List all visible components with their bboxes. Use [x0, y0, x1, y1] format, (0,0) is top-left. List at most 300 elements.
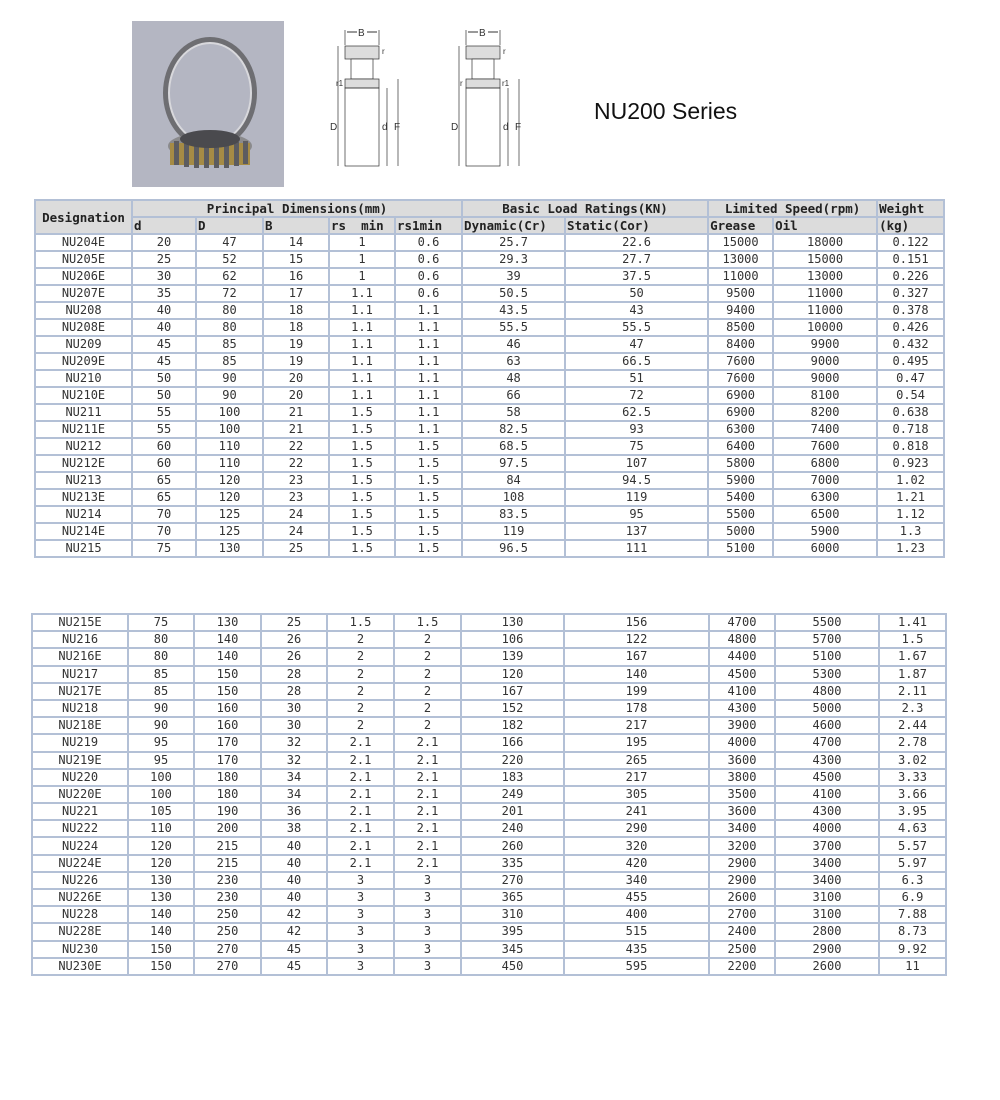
cell-grease: 3600: [709, 803, 775, 820]
col-d-header: d: [132, 217, 196, 234]
cell-dynamic: 58: [462, 404, 565, 421]
cell-rs1-min: 1.1: [395, 387, 462, 404]
cell-rs1-min: 1.5: [395, 472, 462, 489]
cell-B: 26: [261, 648, 327, 665]
cell-B: 25: [263, 540, 329, 557]
cell-D: 80: [196, 319, 263, 336]
svg-text:r1: r1: [336, 79, 344, 88]
table-row: [32, 734, 946, 751]
cell-rs1-min: 1.1: [395, 421, 462, 438]
table-row: [35, 438, 944, 455]
cell-designation: NU214: [35, 506, 132, 523]
cell-dynamic: 345: [461, 941, 564, 958]
cell-grease: 11000: [708, 268, 773, 285]
cell-static: 27.7: [565, 251, 708, 268]
cell-d: 70: [132, 523, 196, 540]
cell-grease: 2900: [709, 872, 775, 889]
cell-rs1-min: 2.1: [394, 734, 461, 751]
svg-text:r: r: [503, 47, 506, 56]
cell-D: 180: [194, 769, 261, 786]
bearing-photo: [132, 21, 284, 187]
cell-dynamic: 106: [461, 631, 564, 648]
table-row: [35, 268, 944, 285]
cell-grease: 5800: [708, 455, 773, 472]
cell-d: 150: [128, 941, 194, 958]
table-row: [35, 302, 944, 319]
cell-rs1-min: 0.6: [395, 234, 462, 251]
cell-static: 320: [564, 837, 709, 854]
cell-weight: 2.11: [879, 683, 946, 700]
cell-B: 32: [261, 734, 327, 751]
cell-designation: NU215E: [32, 614, 128, 631]
cell-rs1-min: 1.5: [395, 523, 462, 540]
cell-rs1-min: 1.5: [395, 489, 462, 506]
group-header-row: [35, 200, 944, 217]
cell-dynamic: 240: [461, 820, 564, 837]
cell-dynamic: 139: [461, 648, 564, 665]
cell-D: 125: [196, 506, 263, 523]
cell-designation: NU213E: [35, 489, 132, 506]
cell-grease: 5100: [708, 540, 773, 557]
cell-designation: NU208E: [35, 319, 132, 336]
cell-dynamic: 120: [461, 666, 564, 683]
table-row: [35, 489, 944, 506]
cell-B: 22: [263, 455, 329, 472]
cell-D: 120: [196, 489, 263, 506]
table-row: [35, 234, 944, 251]
table-row: [35, 455, 944, 472]
cell-rs1-min: 1.5: [394, 614, 461, 631]
cell-D: 140: [194, 631, 261, 648]
cell-designation: NU218E: [32, 717, 128, 734]
cell-weight: 0.426: [877, 319, 944, 336]
cell-designation: NU208: [35, 302, 132, 319]
cell-oil: 5500: [775, 614, 879, 631]
cell-dynamic: 249: [461, 786, 564, 803]
cell-rs1-min: 1.1: [395, 336, 462, 353]
cell-oil: 6000: [773, 540, 877, 557]
col-static-header: Static(Cor): [565, 217, 708, 234]
cell-dynamic: 63: [462, 353, 565, 370]
dim-D-label: D: [330, 122, 338, 133]
cell-dynamic: 119: [462, 523, 565, 540]
cell-D: 110: [196, 455, 263, 472]
cell-grease: 4300: [709, 700, 775, 717]
cell-rs-min: 2: [327, 683, 394, 700]
cell-weight: 6.3: [879, 872, 946, 889]
cell-designation: NU209: [35, 336, 132, 353]
cell-grease: 2900: [709, 855, 775, 872]
cell-rs-min: 1.1: [329, 387, 395, 404]
cell-rs1-min: 0.6: [395, 268, 462, 285]
cell-grease: 7600: [708, 353, 773, 370]
svg-text:B: B: [479, 28, 486, 39]
table-body-part1: [35, 234, 944, 557]
cell-weight: 0.327: [877, 285, 944, 302]
cell-rs1-min: 2: [394, 648, 461, 665]
cell-d: 80: [128, 648, 194, 665]
cell-grease: 5400: [708, 489, 773, 506]
cell-B: 34: [261, 769, 327, 786]
cell-dynamic: 260: [461, 837, 564, 854]
cell-oil: 11000: [773, 302, 877, 319]
cell-designation: NU224: [32, 837, 128, 854]
cell-B: 14: [263, 234, 329, 251]
cell-D: 170: [194, 752, 261, 769]
cell-rs-min: 1.1: [329, 370, 395, 387]
cell-weight: 0.122: [877, 234, 944, 251]
cell-weight: 3.02: [879, 752, 946, 769]
cell-designation: NU230E: [32, 958, 128, 975]
cell-rs1-min: 3: [394, 958, 461, 975]
cell-D: 47: [196, 234, 263, 251]
cell-grease: 3900: [709, 717, 775, 734]
cell-d: 120: [128, 855, 194, 872]
cell-rs1-min: 1.5: [395, 455, 462, 472]
cell-weight: 0.226: [877, 268, 944, 285]
cell-oil: 3400: [775, 872, 879, 889]
cell-d: 85: [128, 683, 194, 700]
cell-D: 190: [194, 803, 261, 820]
cell-grease: 4100: [709, 683, 775, 700]
cell-designation: NU226: [32, 872, 128, 889]
cell-designation: NU210: [35, 370, 132, 387]
table-row: [32, 769, 946, 786]
cell-designation: NU217E: [32, 683, 128, 700]
cell-rs1-min: 2.1: [394, 803, 461, 820]
weight-header: Weight: [877, 200, 944, 217]
cell-dynamic: 84: [462, 472, 565, 489]
cell-dynamic: 82.5: [462, 421, 565, 438]
cell-grease: 8400: [708, 336, 773, 353]
col-dynamic-header: Dynamic(Cr): [462, 217, 565, 234]
cell-designation: NU212: [35, 438, 132, 455]
cell-designation: NU216: [32, 631, 128, 648]
cell-d: 40: [132, 319, 196, 336]
cell-rs-min: 1.5: [329, 421, 395, 438]
cell-d: 150: [128, 958, 194, 975]
cell-weight: 6.9: [879, 889, 946, 906]
cell-B: 18: [263, 302, 329, 319]
cell-static: 22.6: [565, 234, 708, 251]
cell-rs1-min: 1.5: [395, 540, 462, 557]
cell-grease: 6300: [708, 421, 773, 438]
cell-oil: 3100: [775, 889, 879, 906]
cell-d: 60: [132, 455, 196, 472]
cell-d: 120: [128, 837, 194, 854]
col-D-header: D: [196, 217, 263, 234]
cell-dynamic: 310: [461, 906, 564, 923]
cell-B: 40: [261, 855, 327, 872]
cell-dynamic: 395: [461, 923, 564, 940]
cell-static: 217: [564, 769, 709, 786]
cell-B: 30: [261, 717, 327, 734]
cell-weight: 4.63: [879, 820, 946, 837]
cell-rs-min: 2.1: [327, 820, 394, 837]
dim-d-label: d: [382, 122, 388, 133]
cell-B: 24: [263, 523, 329, 540]
cell-rs-min: 1.1: [329, 336, 395, 353]
cell-oil: 4000: [775, 820, 879, 837]
cell-rs-min: 1.5: [329, 438, 395, 455]
cell-B: 21: [263, 404, 329, 421]
cell-weight: 1.41: [879, 614, 946, 631]
cell-static: 137: [565, 523, 708, 540]
cell-dynamic: 183: [461, 769, 564, 786]
cell-dynamic: 365: [461, 889, 564, 906]
table-row: [35, 506, 944, 523]
cell-weight: 8.73: [879, 923, 946, 940]
cell-oil: 8200: [773, 404, 877, 421]
sub-header-row: [35, 217, 944, 234]
cell-dynamic: 50.5: [462, 285, 565, 302]
cell-grease: 2200: [709, 958, 775, 975]
cell-weight: 1.67: [879, 648, 946, 665]
cell-D: 85: [196, 336, 263, 353]
cell-dynamic: 39: [462, 268, 565, 285]
table-row: [35, 421, 944, 438]
cell-grease: 4800: [709, 631, 775, 648]
cell-D: 140: [194, 648, 261, 665]
cell-d: 130: [128, 872, 194, 889]
cell-rs-min: 2.1: [327, 786, 394, 803]
cell-B: 36: [261, 803, 327, 820]
cell-rs-min: 2.1: [327, 734, 394, 751]
cell-dynamic: 167: [461, 683, 564, 700]
cell-d: 80: [128, 631, 194, 648]
cell-rs-min: 2.1: [327, 837, 394, 854]
cell-D: 110: [196, 438, 263, 455]
cell-static: 55.5: [565, 319, 708, 336]
cell-rs1-min: 3: [394, 941, 461, 958]
cell-static: 43: [565, 302, 708, 319]
cell-static: 595: [564, 958, 709, 975]
cell-oil: 6500: [773, 506, 877, 523]
cell-rs-min: 1: [329, 268, 395, 285]
cell-d: 20: [132, 234, 196, 251]
cell-weight: 1.02: [877, 472, 944, 489]
cell-B: 19: [263, 336, 329, 353]
col-rs-min-header: rs min: [329, 217, 395, 234]
cell-rs-min: 3: [327, 889, 394, 906]
cell-oil: 4100: [775, 786, 879, 803]
cell-designation: NU213: [35, 472, 132, 489]
cell-designation: NU224E: [32, 855, 128, 872]
cell-weight: 0.151: [877, 251, 944, 268]
designation-header: Designation: [35, 200, 132, 234]
cell-rs-min: 1.5: [329, 455, 395, 472]
cell-oil: 4300: [775, 803, 879, 820]
cell-weight: 0.638: [877, 404, 944, 421]
cell-static: 199: [564, 683, 709, 700]
cell-static: 290: [564, 820, 709, 837]
cell-D: 230: [194, 889, 261, 906]
cell-d: 65: [132, 472, 196, 489]
cell-rs-min: 1: [329, 251, 395, 268]
cell-static: 119: [565, 489, 708, 506]
cell-dynamic: 68.5: [462, 438, 565, 455]
table-row: [35, 404, 944, 421]
cell-oil: 6300: [773, 489, 877, 506]
cell-B: 25: [261, 614, 327, 631]
cell-d: 25: [132, 251, 196, 268]
cell-designation: NU228: [32, 906, 128, 923]
col-oil-header: Oil: [773, 217, 877, 234]
cell-rs1-min: 1.1: [395, 319, 462, 336]
cell-designation: NU219E: [32, 752, 128, 769]
cell-oil: 7400: [773, 421, 877, 438]
cell-designation: NU211: [35, 404, 132, 421]
limited-speed-header: Limited Speed(rpm): [708, 200, 877, 217]
cell-D: 250: [194, 923, 261, 940]
cell-d: 75: [128, 614, 194, 631]
cell-dynamic: 450: [461, 958, 564, 975]
cell-grease: 9400: [708, 302, 773, 319]
cell-rs-min: 1.1: [329, 302, 395, 319]
cell-static: 217: [564, 717, 709, 734]
cell-oil: 9900: [773, 336, 877, 353]
cell-static: 265: [564, 752, 709, 769]
cell-grease: 5000: [708, 523, 773, 540]
cell-B: 45: [261, 941, 327, 958]
cell-rs1-min: 2.1: [394, 855, 461, 872]
cell-d: 100: [128, 786, 194, 803]
cell-B: 30: [261, 700, 327, 717]
table-row: [35, 387, 944, 404]
cell-static: 305: [564, 786, 709, 803]
cell-D: 52: [196, 251, 263, 268]
cell-grease: 5900: [708, 472, 773, 489]
cell-rs-min: 2: [327, 717, 394, 734]
cell-dynamic: 29.3: [462, 251, 565, 268]
cell-oil: 3700: [775, 837, 879, 854]
cell-rs1-min: 2.1: [394, 769, 461, 786]
table-row: [32, 648, 946, 665]
cell-D: 80: [196, 302, 263, 319]
dim-F-label: F: [394, 122, 401, 133]
table-row: [32, 855, 946, 872]
cell-d: 105: [128, 803, 194, 820]
cell-D: 270: [194, 941, 261, 958]
cell-rs1-min: 3: [394, 889, 461, 906]
cell-rs-min: 1.1: [329, 285, 395, 302]
cell-grease: 3800: [709, 769, 775, 786]
cell-B: 34: [261, 786, 327, 803]
col-grease-header: Grease: [708, 217, 773, 234]
cell-D: 200: [194, 820, 261, 837]
cell-dynamic: 130: [461, 614, 564, 631]
cell-rs1-min: 3: [394, 872, 461, 889]
table-row: [32, 889, 946, 906]
bearing-dimension-diagram-alt-icon: [446, 20, 546, 170]
cell-static: 515: [564, 923, 709, 940]
cell-rs1-min: 0.6: [395, 285, 462, 302]
cell-dynamic: 25.7: [462, 234, 565, 251]
cell-oil: 9000: [773, 370, 877, 387]
cell-rs-min: 2.1: [327, 752, 394, 769]
svg-text:d: d: [503, 122, 509, 133]
cell-static: 75: [565, 438, 708, 455]
table-row: [35, 540, 944, 557]
cell-rs-min: 3: [327, 923, 394, 940]
cell-designation: NU217: [32, 666, 128, 683]
cell-designation: NU212E: [35, 455, 132, 472]
cell-oil: 15000: [773, 251, 877, 268]
cell-weight: 1.3: [877, 523, 944, 540]
cell-D: 62: [196, 268, 263, 285]
cell-d: 35: [132, 285, 196, 302]
cell-d: 45: [132, 353, 196, 370]
page-title: NU200 Series: [594, 98, 738, 124]
cell-grease: 2700: [709, 906, 775, 923]
cell-dynamic: 166: [461, 734, 564, 751]
cell-rs1-min: 1.1: [395, 353, 462, 370]
cell-weight: 0.432: [877, 336, 944, 353]
roller-bearing-image-icon: [132, 21, 284, 187]
bearing-dimension-diagram-icon: [325, 20, 425, 170]
cell-rs-min: 1.1: [329, 353, 395, 370]
cell-weight: 3.95: [879, 803, 946, 820]
cell-static: 111: [565, 540, 708, 557]
table-row: [32, 786, 946, 803]
cell-dynamic: 97.5: [462, 455, 565, 472]
cell-B: 15: [263, 251, 329, 268]
cell-dynamic: 201: [461, 803, 564, 820]
cell-d: 85: [128, 666, 194, 683]
cell-grease: 6900: [708, 404, 773, 421]
cell-weight: 2.44: [879, 717, 946, 734]
load-ratings-header: Basic Load Ratings(KN): [462, 200, 708, 217]
cell-weight: 3.66: [879, 786, 946, 803]
table-row: [35, 472, 944, 489]
cell-weight: 0.54: [877, 387, 944, 404]
cell-static: 95: [565, 506, 708, 523]
cell-B: 20: [263, 387, 329, 404]
cell-dynamic: 83.5: [462, 506, 565, 523]
cell-static: 167: [564, 648, 709, 665]
cell-rs1-min: 2: [394, 700, 461, 717]
cell-rs-min: 2.1: [327, 855, 394, 872]
cell-rs1-min: 1.1: [395, 404, 462, 421]
col-rs1-min-header: rs1min: [395, 217, 462, 234]
cell-rs1-min: 1.1: [395, 302, 462, 319]
cell-dynamic: 55.5: [462, 319, 565, 336]
cell-rs-min: 2: [327, 631, 394, 648]
cell-oil: 7000: [773, 472, 877, 489]
table-row: [32, 958, 946, 975]
col-B-header: B: [263, 217, 329, 234]
cell-grease: 3500: [709, 786, 775, 803]
cell-dynamic: 96.5: [462, 540, 565, 557]
cell-rs1-min: 2: [394, 631, 461, 648]
cell-weight: 2.78: [879, 734, 946, 751]
table-row: [32, 820, 946, 837]
cell-static: 47: [565, 336, 708, 353]
cell-rs-min: 3: [327, 941, 394, 958]
table-body-part2: [32, 614, 946, 975]
cell-rs-min: 3: [327, 872, 394, 889]
cell-rs1-min: 2.1: [394, 820, 461, 837]
cell-weight: 9.92: [879, 941, 946, 958]
cell-d: 70: [132, 506, 196, 523]
cell-static: 140: [564, 666, 709, 683]
cell-designation: NU207E: [35, 285, 132, 302]
cell-B: 18: [263, 319, 329, 336]
cell-B: 23: [263, 472, 329, 489]
cell-B: 26: [261, 631, 327, 648]
cell-d: 90: [128, 717, 194, 734]
cell-D: 120: [196, 472, 263, 489]
